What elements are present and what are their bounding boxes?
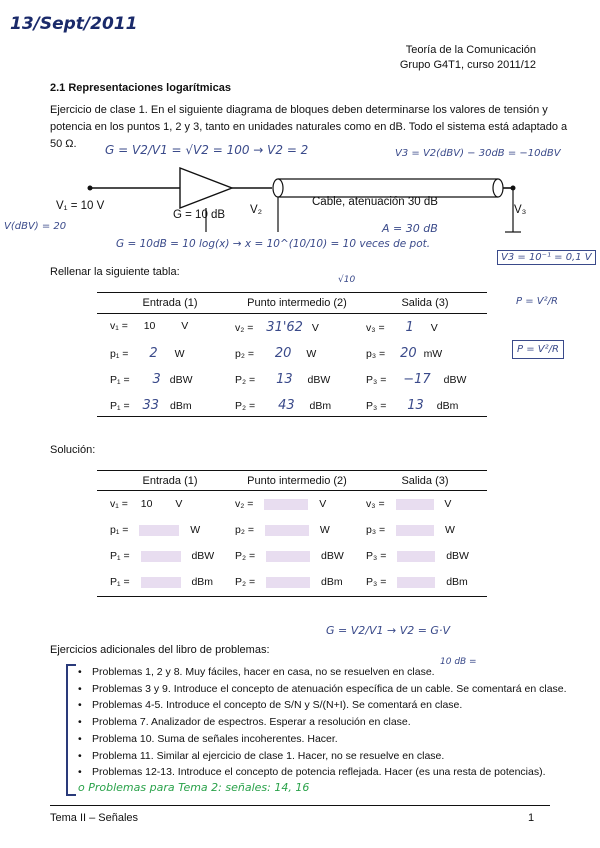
row-label: P₁ = (110, 400, 130, 412)
handwritten-v1-db: V(dBV) = 20 (4, 221, 67, 232)
left-bracket (66, 664, 76, 796)
table-row (235, 576, 343, 588)
v1-label: V₁ = 10 V (56, 200, 105, 212)
handwritten-value: 31'62 (266, 320, 303, 335)
amplifier-triangle (180, 168, 232, 208)
redacted-value (266, 577, 310, 588)
table-row (366, 524, 455, 536)
row-unit: V (175, 498, 183, 510)
v3-label: V₃ (514, 204, 527, 216)
row-label: v₁ = (110, 320, 128, 332)
fill-table-intro: Rellenar la siguiente tabla: (50, 266, 180, 278)
row-label: P₁ = (110, 576, 130, 588)
row-unit: W (190, 524, 201, 536)
handwritten-value: 13 (276, 372, 293, 387)
fill-header-output: Salida (3) (401, 297, 449, 309)
list-item: • Problemas 3 y 9. Introduce el concepto de atenuación específica de un cable. Se comentará en clase. (78, 681, 548, 698)
table-row (110, 498, 182, 510)
fill-table-header-rule (97, 313, 487, 314)
table-row (366, 550, 469, 562)
row-label: P₂ = (235, 576, 256, 588)
handwritten-value: 43 (278, 398, 295, 413)
row-label: P₂ = (235, 400, 256, 412)
row-label: P₃ = (366, 400, 387, 412)
row-label: v₂ = (235, 322, 254, 334)
page-number: 1 (528, 812, 535, 824)
list-item: • Problema 10. Suma de señales incoherentes. Hacer. (78, 731, 548, 748)
gain-label: G = 10 dB (173, 209, 226, 221)
handwritten-value: 33 (142, 398, 160, 413)
row-unit: dBm (446, 576, 468, 588)
table-row (110, 576, 213, 588)
table-row (110, 320, 188, 332)
handwritten-gain-calc: G = 10dB = 10 log(x) → x = 10^(10/10) = 10 veces de pot. (116, 238, 431, 250)
row-label: v₃ = (366, 498, 385, 510)
section-title: 2.1 Representaciones logarítmicas (50, 82, 231, 94)
green-bullet-icon: o (78, 781, 89, 794)
fill-table-bottom-rule (97, 416, 487, 417)
row-label: p₂ = (235, 524, 254, 536)
row-unit: mW (423, 348, 443, 360)
handwritten-value: 2 (149, 346, 158, 361)
redacted-value (397, 551, 435, 562)
table-row (110, 550, 214, 562)
cable-left-end (273, 179, 283, 197)
row-label: P₁ = (110, 550, 130, 562)
row-label: v₂ = (235, 498, 254, 510)
v2-label: V₂ (250, 204, 263, 216)
table-row (366, 372, 466, 387)
redacted-value (266, 551, 310, 562)
redacted-value (396, 525, 434, 536)
extras-list (78, 664, 567, 781)
handwritten-lower-note: 10 dB = (440, 657, 477, 667)
solution-header-output: Salida (3) (401, 475, 449, 487)
table-row (235, 524, 330, 536)
handwritten-v3-formula: V3 = V2(dBV) − 30dB = −10dBV (395, 148, 561, 159)
handwritten-lower-formula: G = V2/V1 → V2 = G·V (326, 624, 450, 637)
fill-header-mid: Punto intermedio (2) (247, 297, 347, 309)
group-line: Grupo G4T1, curso 2011/12 (399, 59, 536, 71)
row-unit: dBm (170, 400, 192, 412)
handwritten-value: 3 (152, 372, 161, 387)
solution-table-bottom-rule (97, 596, 487, 597)
exercise-line-3: 50 Ω. (50, 138, 77, 150)
row-label: P₁ = (110, 374, 130, 386)
green-line-text: Problemas para Tema 2: señales: 14, 16 (88, 781, 310, 794)
row-unit: dBW (320, 550, 344, 562)
course-title: Teoría de la Comunicación (405, 44, 536, 56)
solution-header-mid: Punto intermedio (2) (247, 475, 347, 487)
row-unit: dBW (443, 374, 467, 386)
row-unit: dBW (307, 374, 331, 386)
table-row (235, 372, 330, 387)
handwritten-attenuation: A = 30 dB (382, 222, 438, 235)
list-item: • Problemas 1, 2 y 8. Muy fáciles, hacer en casa, no se resuelven en clase. (78, 664, 548, 681)
row-unit: V (181, 320, 189, 332)
table-row (110, 346, 184, 361)
handwritten-date: 13/Sept/2011 (10, 14, 138, 34)
row-label: p₃ = (366, 348, 386, 360)
redacted-value (397, 577, 435, 588)
row-unit: W (319, 524, 330, 536)
row-label: p₁ = (110, 524, 129, 536)
redacted-value (141, 551, 181, 562)
handwritten-value: −17 (403, 372, 431, 387)
handwritten-value: 20 (274, 346, 292, 361)
table-row (235, 498, 326, 510)
redacted-value (265, 525, 309, 536)
list-item: • Problemas 4-5. Introduce el concepto de S/N y S/(N+I). Se comentará en clase. (78, 697, 548, 714)
row-unit: dBm (191, 576, 214, 588)
handwritten-green-line (78, 781, 309, 794)
extras-title: Ejercicios adicionales del libro de problemas: (50, 644, 270, 656)
list-item: • Problema 11. Similar al ejercicio de clase 1. Hacer, no se resuelve en clase. (78, 748, 548, 765)
table-row (366, 398, 458, 413)
row-unit: dBm (320, 576, 343, 588)
table-row (366, 320, 438, 335)
table-row (366, 576, 468, 588)
handwritten-value: 13 (407, 398, 424, 413)
row-label: p₂ = (235, 348, 254, 360)
row-unit: dBm (436, 400, 459, 412)
row-label: P₃ = (366, 374, 387, 386)
table-row (110, 372, 193, 387)
handwritten-side-box: P = V²/R (512, 340, 564, 359)
row-label: P₂ = (235, 550, 256, 562)
row-unit: V (319, 498, 327, 510)
exercise-line-1: Ejercicio de clase 1. En el siguiente diagrama de bloques deben determinarse los valores de tensión y (50, 104, 548, 116)
handwritten-v3-result: V3 = 10⁻¹ = 0,1 V (497, 250, 596, 265)
handwritten-side-notes: P = V²/R (516, 296, 558, 307)
row-unit: dBW (169, 374, 193, 386)
row-unit: V (311, 322, 319, 334)
row-label: v₁ = (110, 498, 128, 510)
row-unit: V (430, 322, 438, 334)
handwritten-gain-formula: G = V2/V1 = √V2 = 100 → V2 = 2 (105, 143, 309, 157)
solution-table-top-rule (97, 470, 487, 471)
redacted-value (396, 499, 434, 510)
table-row (235, 550, 344, 562)
row-unit: dBm (309, 400, 332, 412)
fill-table-top-rule (97, 292, 487, 293)
footer-left: Tema II – Señales (50, 812, 139, 824)
row-label: P₃ = (366, 576, 387, 588)
row-value: 10 (140, 498, 153, 510)
footer-rule (50, 805, 550, 806)
redacted-value (264, 499, 308, 510)
list-item: • Problemas 12-13. Introduce el concepto de potencia reflejada. Hacer (es una resta de potencias). (78, 764, 548, 781)
fill-header-input: Entrada (1) (142, 297, 198, 309)
redacted-value (139, 525, 179, 536)
row-value: 10 (143, 320, 156, 332)
row-label: p₃ = (366, 524, 386, 536)
row-unit: V (444, 498, 452, 510)
solution-table-header-rule (97, 490, 487, 491)
row-label: p₁ = (110, 348, 129, 360)
cable-label: Cable, atenuación 30 dB (312, 196, 438, 208)
handwritten-sqrt-note: √10 (338, 275, 356, 285)
handwritten-value: 1 (405, 320, 414, 335)
handwritten-value: 20 (400, 346, 417, 361)
table-row (235, 346, 316, 361)
table-row (366, 498, 451, 510)
row-unit: W (174, 348, 185, 360)
table-row (235, 320, 319, 335)
table-row (110, 524, 200, 536)
table-row (110, 398, 192, 413)
row-unit: W (445, 524, 455, 536)
redacted-value (141, 577, 181, 588)
table-row (366, 346, 442, 361)
cable-right-end (493, 179, 503, 197)
row-label: P₃ = (366, 550, 387, 562)
row-unit: dBW (191, 550, 215, 562)
list-item: • Problema 7. Analizador de espectros. Esperar a resolución en clase. (78, 714, 548, 731)
input-node (88, 186, 93, 191)
row-label: P₂ = (235, 374, 256, 386)
row-label: v₃ = (366, 322, 385, 334)
exercise-line-2: potencia en los puntos 1, 2 y 3, tanto en unidades naturales como en dB. Todo el sistema está adaptado a (50, 121, 568, 133)
solution-intro: Solución: (50, 444, 96, 456)
solution-header-input: Entrada (1) (142, 475, 198, 487)
row-unit: dBW (446, 550, 469, 562)
table-row (235, 398, 331, 413)
row-unit: W (306, 348, 317, 360)
